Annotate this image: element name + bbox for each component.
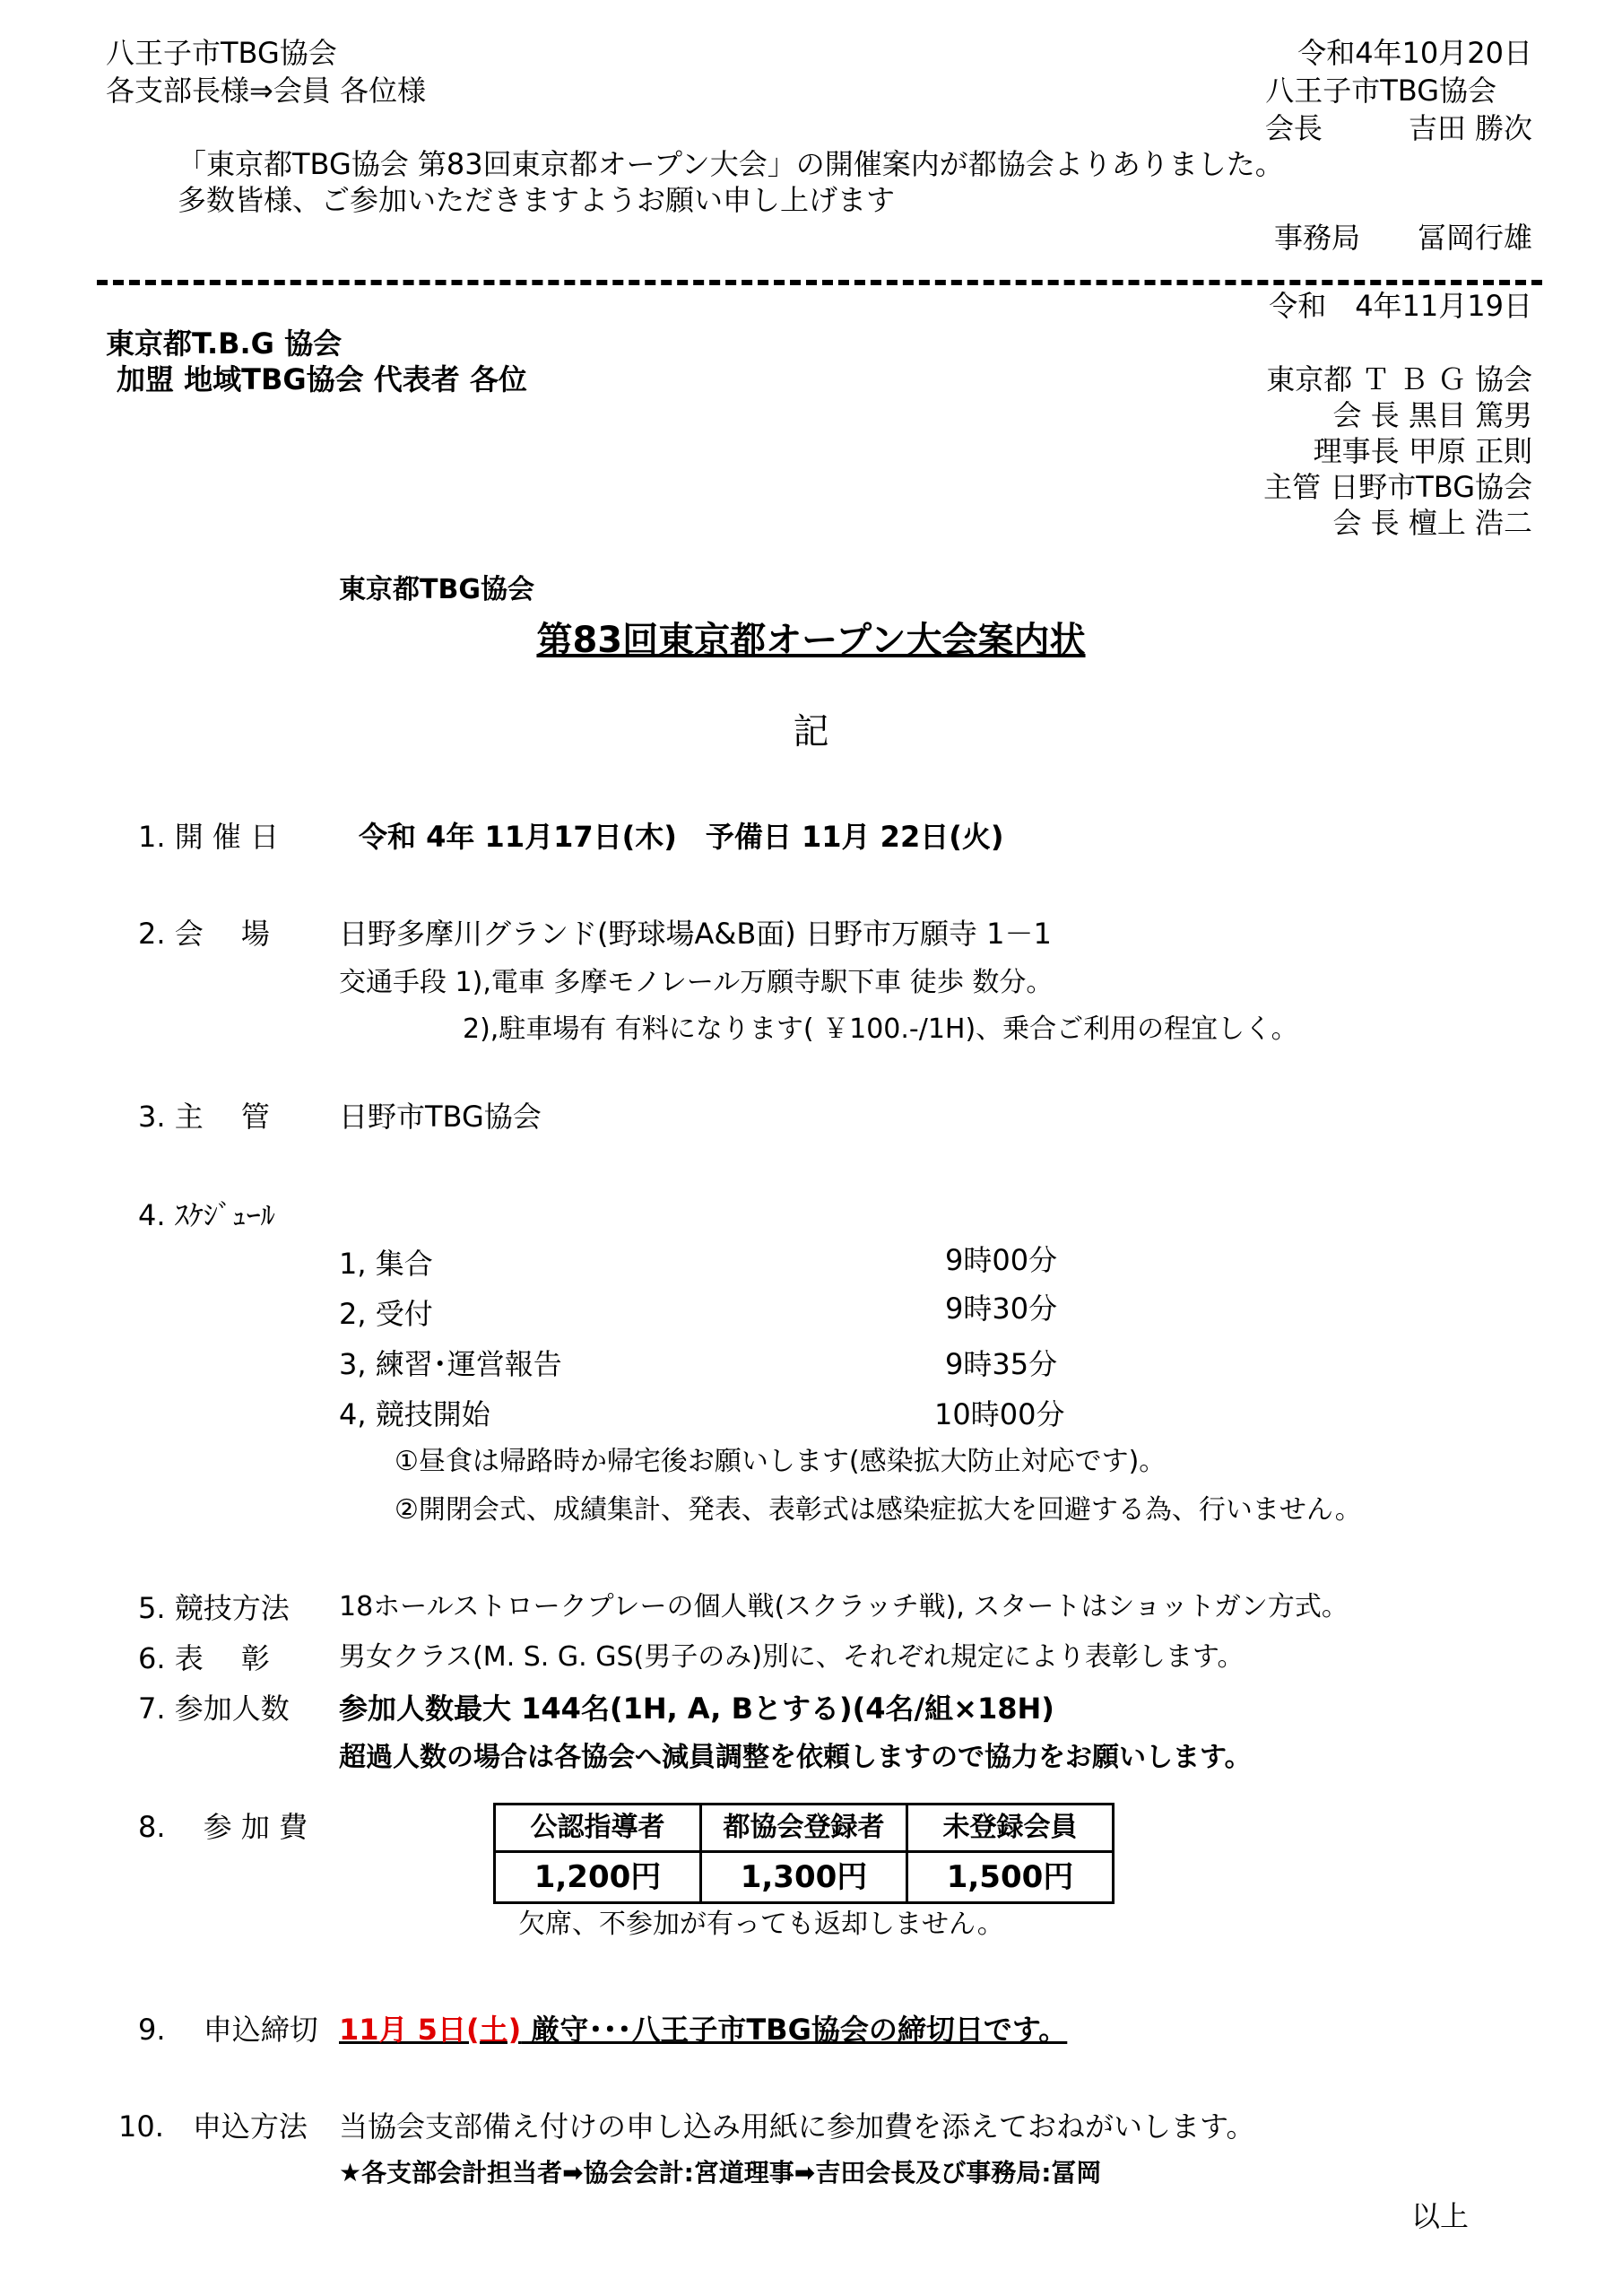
fee-table bbox=[493, 1803, 1115, 1904]
memo-from-org: 八王子市TBG協会 bbox=[1265, 74, 1496, 108]
item7-text: 参加人数最大 144名(1H, A, Bとする)(4名/組×18H) bbox=[339, 1692, 1054, 1726]
item6-label: 6. 表 彰 bbox=[138, 1641, 270, 1675]
memo-to-members: 各支部長様⇒会員 各位様 bbox=[106, 74, 426, 108]
memo-date: 令和4年10月20日 bbox=[1297, 36, 1532, 70]
schedule-row-1-label: 2, 受付 bbox=[339, 1297, 433, 1331]
schedule-row-3-time: 10時00分 bbox=[934, 1397, 1065, 1431]
memo-office: 事務局 冨岡行雄 bbox=[1273, 221, 1532, 255]
schedule-note1: ①昼食は帰路時か帰宅後お願いします(感染拡大防止対応です)。 bbox=[395, 1446, 1167, 1477]
fee-value-1: 1,300円 bbox=[701, 1852, 907, 1903]
header-from-1: 会 長 黒目 篤男 bbox=[1332, 398, 1532, 432]
schedule-row-3-label: 4, 競技開始 bbox=[339, 1397, 490, 1431]
item1-label: 1. 開 催 日 bbox=[138, 820, 280, 854]
item8-label: 8. 参 加 費 bbox=[138, 1810, 308, 1844]
item2-text: 日野多摩川グランド(野球場A&B面) 日野市万願寺 1－1 bbox=[339, 917, 1052, 951]
item10-text: 当協会支部備え付けの申し込み用紙に参加費を添えておねがいします。 bbox=[339, 2109, 1255, 2144]
closing-ijou: 以上 bbox=[1411, 2199, 1470, 2233]
page-title: 第83回東京都オープン大会案内状 bbox=[536, 620, 1086, 661]
header-from-2: 理事長 甲原 正則 bbox=[1313, 434, 1532, 468]
fee-note: 欠席、不参加が有っても返却しません。 bbox=[518, 1909, 1004, 1940]
schedule-row-0-label: 1, 集合 bbox=[339, 1247, 433, 1281]
item2-sub2: 2),駐車場有 有料になります( ￥100.-/1H)、乗合ご利用の程宜しく。 bbox=[463, 1013, 1298, 1045]
title-org: 東京都TBG協会 bbox=[339, 574, 534, 605]
dashed-separator bbox=[97, 280, 1542, 285]
header-from-0: 東京都 Ｔ Ｂ Ｇ 協会 bbox=[1266, 362, 1532, 396]
fee-header-2: 未登録会員 bbox=[907, 1805, 1114, 1852]
schedule-row-1-time: 9時30分 bbox=[945, 1292, 1058, 1326]
schedule-row-0-time: 9時00分 bbox=[945, 1243, 1058, 1277]
deadline-rest: 厳守･･･八王子市TBG協会の締切日です。 bbox=[521, 2013, 1068, 2047]
item9-label: 9. 申込締切 bbox=[138, 2013, 318, 2047]
header-from-3: 主管 日野市TBG協会 bbox=[1263, 470, 1532, 504]
item5-label: 5. 競技方法 bbox=[138, 1591, 290, 1625]
header-to-line2: 加盟 地域TBG協会 代表者 各位 bbox=[117, 362, 527, 396]
item2-sub1: 交通手段 1),電車 多摩モノレール万願寺駅下車 徒歩 数分。 bbox=[339, 967, 1054, 998]
schedule-row-2-label: 3, 練習･運営報告 bbox=[339, 1347, 562, 1381]
deadline-date: 11月 5日(土) bbox=[339, 2013, 522, 2047]
memo-from-name: 会長 吉田 勝次 bbox=[1264, 111, 1532, 145]
deadline-line bbox=[339, 2013, 1067, 2047]
title-ki: 記 bbox=[793, 711, 829, 752]
fee-header-0: 公認指導者 bbox=[495, 1805, 701, 1852]
item7-sub: 超過人数の場合は各協会へ減員調整を依頼しますので協力をお願いします。 bbox=[339, 1742, 1252, 1773]
item3-label: 3. 主 管 bbox=[138, 1100, 270, 1134]
item10-label: 10. 申込方法 bbox=[118, 2109, 308, 2144]
memo-to-org: 八王子市TBG協会 bbox=[106, 36, 337, 70]
schedule-note2: ②開閉会式、成績集計、発表、表彰式は感染症拡大を回避する為、行いません。 bbox=[395, 1494, 1362, 1526]
item4-label: 4. ｽｹｼﾞｭｰﾙ bbox=[138, 1198, 275, 1232]
item10-sub: ★各支部会計担当者➡協会会計:宮道理事➡吉田会長及び事務局:冨岡 bbox=[339, 2158, 1102, 2187]
fee-value-2: 1,500円 bbox=[907, 1852, 1114, 1903]
header-date: 令和 4年11月19日 bbox=[1269, 289, 1532, 323]
schedule-row-2-time: 9時35分 bbox=[945, 1347, 1058, 1381]
fee-value-0: 1,200円 bbox=[495, 1852, 701, 1903]
memo-intro-line1: 「東京都TBG協会 第83回東京都オープン大会」の開催案内が都協会よりありました。 bbox=[178, 147, 1284, 181]
item7-label: 7. 参加人数 bbox=[138, 1692, 290, 1726]
header-from-4: 会 長 檀上 浩二 bbox=[1332, 506, 1532, 540]
item3-text: 日野市TBG協会 bbox=[339, 1100, 542, 1134]
item5-text: 18ホールストロークプレーの個人戦(スクラッチ戦), スタートはショットガン方式。 bbox=[339, 1591, 1349, 1622]
item2-label: 2. 会 場 bbox=[138, 917, 270, 951]
fee-header-1: 都協会登録者 bbox=[701, 1805, 907, 1852]
memo-intro-line2: 多数皆様、ご参加いただきますようお願い申し上げます bbox=[178, 183, 896, 217]
header-to-line1: 東京都T.B.G 協会 bbox=[106, 326, 343, 361]
item1-text: 令和 4年 11月17日(木) 予備日 11月 22日(火) bbox=[359, 820, 1004, 854]
item6-text: 男女クラス(M. S. G. GS(男子のみ)別に、それぞれ規定により表彰します。 bbox=[339, 1641, 1245, 1673]
